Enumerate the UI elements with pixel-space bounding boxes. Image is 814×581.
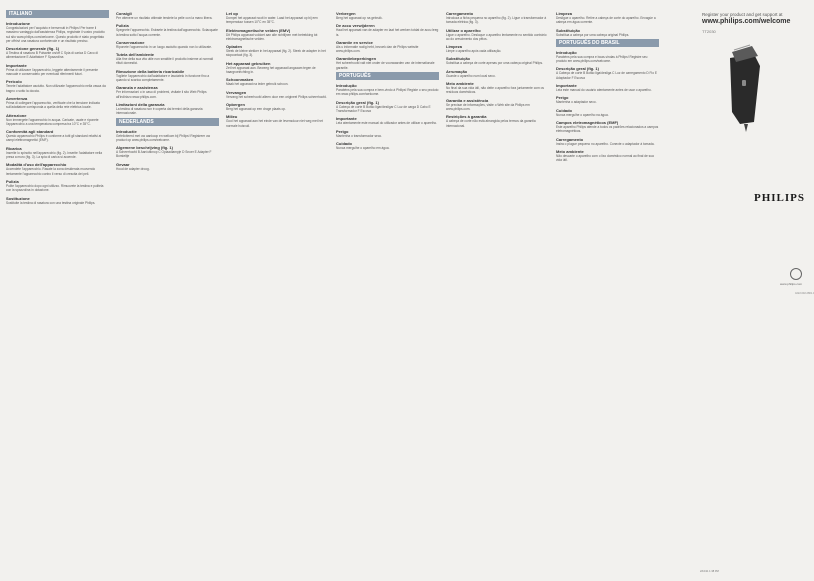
section-title: Het apparaat gebruiken	[226, 60, 271, 66]
section-title: Tutela dell'ambiente	[116, 52, 154, 58]
section-title: Meio ambiente	[556, 148, 584, 154]
section-title: Importante	[6, 62, 27, 68]
column-portugues	[446, 8, 549, 574]
section-title: Garanzia e assistenza	[116, 85, 158, 91]
section-title: Substituição	[446, 56, 471, 62]
column-nederlands-portugues	[336, 8, 439, 574]
section-text: Als u informatie nodig hebt, bezoek dan de Philips website www.philips.com.	[336, 44, 419, 54]
section-text: Sostituite la testina di rasatura con una testina originale Philips.	[6, 200, 96, 205]
site-url[interactable]: www.philips.com	[780, 282, 803, 286]
section-text: Dit Philips apparaat voldoet aan alle richtlijnen met betrekking tot elektromagnetische velden.	[226, 32, 318, 41]
section-text: Ligue o aparelho. Desloque o aparelho lentamente no sentido contrário ao do crescimento dos pêlos.	[446, 32, 547, 41]
section-text: Riponete l'apparecchio in un luogo asciutto quando non lo utilizzate.	[116, 44, 212, 49]
section-title: Garantie en service	[336, 39, 373, 45]
section-text: Guarde o aparelho num local seco.	[446, 73, 496, 78]
model-number: TT2030	[702, 29, 716, 34]
section-text: Houd de adapter droog.	[116, 166, 150, 171]
section-text: Limpe o aparelho após cada utilização.	[446, 49, 502, 54]
section-title: Meio ambiente	[446, 81, 474, 87]
section-text: Tenete l'adattatore asciutto. Non utilizzate l'apparecchio nella vasca da bagno o sotto la doccia.	[6, 84, 106, 93]
section-text: Maak het apparaat na ieder gebruik schoon.	[226, 82, 289, 87]
section-text: Este aparelho Philips atende a todos os padrões relacionados a campos eletromagnéticos.	[556, 124, 659, 134]
section-text: No final da sua vida útil, não deite o aparelho fora juntamente com os resíduos domésticos.	[446, 86, 544, 95]
section-title: Introduzione	[6, 21, 30, 26]
section-text: Berg het apparaat op een droge plaats op.	[226, 106, 286, 111]
section-title: Schoonmaken	[226, 77, 254, 83]
section-title: Utilizar o aparelho	[446, 27, 481, 33]
section-title: Opbergen	[226, 101, 245, 107]
section-title: Perigo	[556, 95, 569, 101]
section-text: Mantenha o adaptador seco.	[556, 100, 597, 105]
shaver-body	[730, 45, 760, 132]
section-text: Prima di collegare l'apparecchio, verificate che la tensione indicata sull'adattatore corrisponda a quella della rete elettrica locale.	[6, 100, 100, 110]
section-title: Campos eletromagnéticos (EMF)	[556, 119, 619, 125]
language-banner-portugues-brasil: PORTUGUÊS DO BRASIL	[556, 39, 659, 47]
section-title: Opladen	[226, 44, 243, 50]
section-title: Cuidado	[336, 140, 352, 146]
section-title: Pericolo	[6, 79, 22, 85]
section-title: Milieu	[226, 114, 238, 120]
section-title: De accu verwijderen	[336, 23, 375, 29]
section-text: Gooi het apparaat aan het einde van de levensduur niet weg met het normale huisvuil.	[226, 119, 323, 128]
section-title: Verbergen	[336, 11, 356, 16]
section-text: Het scheerhoofd valt niet onder de voorwaarden van de internationale garantie.	[336, 61, 435, 70]
section-title: Importante	[336, 116, 357, 122]
section-text: A Cabeça de corte B Botão ligar/desligar C Luz de carga D Cabo E Transformador F Escova	[336, 104, 431, 113]
section-text: Alla fine della sua vita utile non smaltite il prodotto insieme ai normali rifiuti domestici.	[116, 57, 214, 66]
section-text: Dompel het apparaat nooit in water. Laad het apparaat op bij een temperatuur tussen 10°C en 35°C.	[226, 16, 318, 25]
section-title: Vervangen	[226, 89, 247, 95]
section-title: Elektromagnetische velden (EMV)	[226, 27, 291, 33]
section-text: Desligue o aparelho. Retire a cabeça de corte do aparelho. Enxagúe a cabeça em água corrente.	[556, 16, 656, 25]
section-title: Introdução	[556, 49, 577, 55]
section-text: Parabéns pela sua compra e boas-vindas à Philips! Registre seu produto em www.philips.com/welcome.	[556, 54, 648, 64]
section-title: Garantia e assistência	[446, 97, 489, 103]
section-text: A Cabeça de corte B Botão liga/desliga C Luz de carregamento D Fio E Adaptador F Escova	[556, 71, 657, 80]
section-list-2	[336, 83, 439, 150]
section-list-2	[556, 50, 659, 163]
section-text: A cabeça de corte não está abrangida pelos termos da garantia internacional.	[446, 119, 536, 128]
section-title: Algemene beschrijving (fig. 1)	[116, 145, 173, 151]
section-text: Nunca mergulhe o aparelho na água.	[556, 112, 609, 117]
section-text: Pulite l'apparecchio dopo ogni utilizzo. Rimuovete la testina e pulitela con la spazzolina in dotazione.	[6, 183, 104, 193]
section-text: A Testina di rasatura B Pulsante on/off C Spia di carica D Cavo di alimentazione E Adattatore F Spazzolina	[6, 51, 99, 60]
section-title: Limpeza	[446, 44, 463, 50]
section-title: Pulizia	[116, 23, 129, 29]
section-title: Carregamento	[556, 136, 584, 142]
section-list	[226, 11, 329, 128]
section-title: Modalità d'uso dell'apparecchio	[6, 162, 67, 168]
section-text: Per informazioni o in caso di problemi, visitate il sito Web Philips all'indirizzo www.philips.com.	[116, 90, 207, 99]
section-text: Introduza a ficha pequena no aparelho (fig. 2). Ligue o transformador à tomada elétrica (fig. 3).	[446, 16, 547, 25]
section-text: Nunca mergulhe o aparelho em água.	[336, 145, 390, 150]
language-banner-nederlands: NEDERLANDS	[116, 118, 219, 126]
section-list	[556, 11, 659, 37]
section-title: Descrição geral (fig. 1)	[336, 99, 379, 105]
section-title: Garantiebeperkingen	[336, 56, 377, 62]
section-text: A Scheerhoofd B Aan/uitknop C Oplaadlampje D Snoer E Adapter F Borsteltje	[116, 150, 212, 159]
column-nederlands	[226, 8, 329, 574]
section-text: Prima di utilizzare l'apparecchio, leggete attentamente il presente manuale e conservatelo per eventuali riferimenti futuri.	[6, 67, 99, 77]
section-title: Pulizia	[6, 178, 19, 184]
section-title: Descrição geral (fig. 1)	[556, 66, 599, 72]
section-text: Substitua a cabeça por uma cabeça original Philips.	[556, 32, 630, 37]
print-footer: 2/10/11 1:38 PM	[700, 570, 719, 573]
section-title: Arrumação	[446, 68, 468, 74]
brand-logo: PHILIPS	[754, 192, 806, 204]
column-italiano	[6, 8, 109, 574]
section-list-2	[116, 129, 219, 171]
section-title: Limitazioni della garanzia	[116, 101, 165, 107]
section-text: La testina di rasatura non è coperta dai termini della garanzia internazionale.	[116, 106, 203, 116]
section-title: Consigli	[116, 11, 132, 16]
section-title: Cuidado	[556, 107, 572, 113]
section-title: Attenzione	[6, 112, 27, 118]
section-text: Parabéns pela sua compra e bem-vindo à Philips! Registe o seu produto em www.philips.com/welcome.	[336, 88, 439, 97]
section-title: Limpeza	[556, 11, 573, 16]
recycle-badge-icon	[790, 268, 802, 280]
register-url[interactable]: www.philips.com/welcome	[702, 18, 791, 25]
section-text: Inserite lo spinotto nell'apparecchio (fig. 2). Inserite l'adattatore nella presa a muro (fig. 3). La spia di carica si accende.	[6, 150, 103, 160]
section-title: Introductie	[116, 128, 137, 134]
section-text: Questo apparecchio Philips è conforme a tutti gli standard relativi ai campi elettromagnetici (EMF).	[6, 134, 102, 143]
section-list	[116, 11, 219, 116]
column-italiano-nederlands	[116, 8, 219, 574]
section-text: Steek de kleine stekker in het apparaat (fig. 2). Steek de adapter in het stopcontact (fig. 3).	[226, 49, 326, 58]
section-list	[446, 11, 549, 128]
section-title: Introdução	[336, 83, 357, 89]
section-text: Leia este manual do usuário atentamente antes de usar o aparelho.	[556, 88, 652, 93]
language-banner-italiano: ITALIANO	[6, 10, 109, 18]
section-text: Não descarte o aparelho com o lixo doméstico normal ao final de sua vida útil.	[556, 153, 654, 163]
section-text: Per ottenere un risultato ottimale tendete la pelle con la mano libera.	[116, 16, 213, 20]
section-title: Let op	[226, 11, 238, 16]
section-text: Spegnete l'apparecchio. Estraete la testina dall'apparecchio. Sciacquate la testina sotto l'acqua corrente.	[116, 28, 218, 37]
register-title: Register your product and get support at	[702, 12, 783, 17]
section-text: Vervang het scheerhoofd alleen door een origineel Philips scheerhoofd.	[226, 94, 327, 99]
section-title: Ricarica	[6, 145, 22, 151]
cover-panel	[662, 0, 814, 581]
section-text: Leia atentamente este manual do utilizador antes de utilizar o aparelho.	[336, 121, 438, 126]
section-title: Avvertenza	[6, 95, 28, 101]
section-text: Non immergete l'apparecchio in acqua. Caricate, usate e riponete l'apparecchio a una temperatura compresa tra 10°C e 35°C.	[6, 117, 99, 126]
section-title: Conservazione	[116, 39, 145, 45]
section-text: Substitua a cabeça de corte apenas por uma cabeça original Philips.	[446, 61, 543, 66]
section-text: Zet het apparaat aan. Beweeg het apparaat langzaam tegen de haargroeirichting in.	[226, 65, 316, 75]
section-title: Sostituzione	[6, 195, 30, 201]
section-text: Se precisar de informações, visite o Web site da Philips em www.philips.com.	[446, 102, 530, 111]
language-banner-portugues: PORTUGUÊS	[336, 72, 439, 80]
section-title: Importante	[556, 83, 577, 89]
section-list	[6, 21, 109, 205]
section-title: Conformità agli standard	[6, 129, 54, 135]
section-list	[336, 11, 439, 70]
section-title: Restrições à garantia	[446, 114, 487, 120]
document-code: 4222.002.2801.1	[795, 292, 814, 295]
section-text: Haal het apparaat van de adapter en laat het werken totdat de accu leeg is.	[336, 28, 439, 37]
section-title: Gevaar	[116, 161, 130, 167]
shaver-device-image	[662, 0, 808, 581]
section-title: Rimozione della batteria ricaricabile	[116, 68, 185, 74]
section-text: Accendete l'apparecchio. Rasate la zona desiderata muovendo lentamente l'apparecchio contro il verso di crescita dei peli.	[6, 167, 96, 176]
section-text: Congratulazioni per l'acquisto e benvenuti in Philips! Per trarre il massimo vantaggio dall'assistenza Philips, registrate il vostro prodotto sul sito www.philips.com/welcome. Questo prodotto è stato progettato per offrirvi una rasatura confortevole e un risultato preciso.	[6, 26, 105, 43]
section-text: Berg het apparaat op na gebruik.	[336, 16, 383, 20]
section-text: Insira o plugue pequeno no aparelho. Conecte o adaptador à tomada.	[556, 141, 655, 146]
column-portugues-brasil	[556, 8, 659, 574]
section-title: Substituição	[556, 27, 581, 33]
section-title: Carregamento	[446, 11, 474, 16]
section-text: Gefeliciteerd met uw aankoop en welkom bij Philips! Registreer uw product op www.philips.com/welcome.	[116, 133, 211, 142]
section-title: Perigo	[336, 128, 349, 134]
section-text: Mantenha o transformador seco.	[336, 133, 383, 138]
section-text: Togliete l'apparecchio dall'adattatore e lasciatelo in funzione fino a quando si scarica completamente.	[116, 73, 210, 83]
section-title: Descrizione generale (fig. 1)	[6, 46, 60, 52]
